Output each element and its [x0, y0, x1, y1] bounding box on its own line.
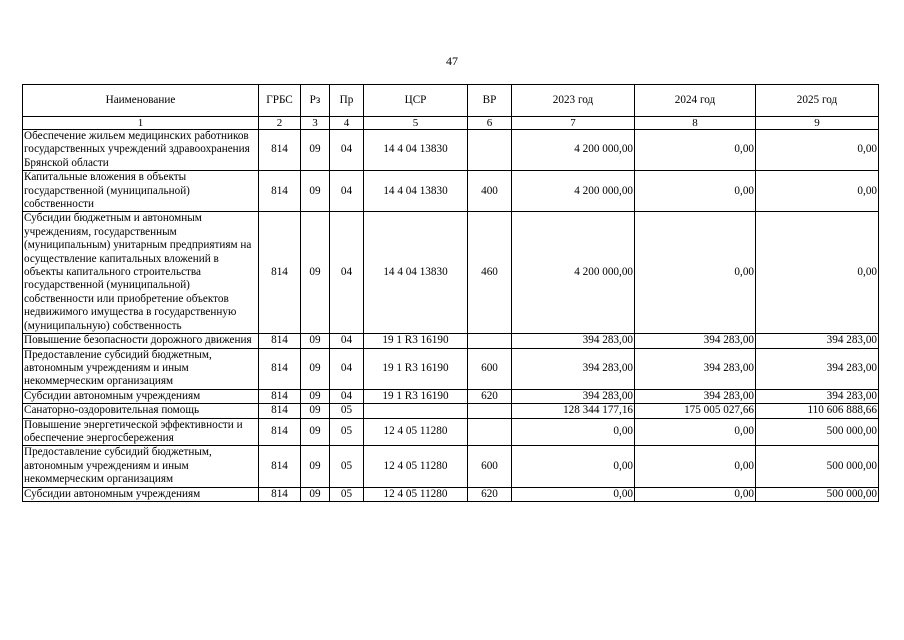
cell-name: Обеспечение жильем медицинских работников государственных учреждений здравоохранения Брянской области [23, 130, 259, 171]
cell-2024: 0,00 [635, 446, 756, 487]
cell-vr [468, 418, 512, 446]
cell-pr: 05 [330, 404, 364, 418]
cell-2025: 0,00 [756, 212, 879, 334]
header-2025: 2025 год [756, 85, 879, 117]
cell-2023: 0,00 [512, 418, 635, 446]
cell-vr [468, 130, 512, 171]
cell-2023: 4 200 000,00 [512, 171, 635, 212]
cell-2025: 500 000,00 [756, 446, 879, 487]
cell-csr: 12 4 05 11280 [364, 487, 468, 501]
cell-2025: 110 606 888,66 [756, 404, 879, 418]
cell-rz: 09 [301, 171, 330, 212]
cell-name: Предоставление субсидий бюджетным, автономным учреждениям и иным некоммерческим организациям [23, 446, 259, 487]
header-vr: ВР [468, 85, 512, 117]
cell-pr: 04 [330, 334, 364, 348]
cell-2023: 128 344 177,16 [512, 404, 635, 418]
header-grbs: ГРБС [259, 85, 301, 117]
cell-csr: 14 4 04 13830 [364, 130, 468, 171]
cell-vr: 460 [468, 212, 512, 334]
column-number: 7 [512, 117, 635, 130]
cell-pr: 05 [330, 446, 364, 487]
header-2024: 2024 год [635, 85, 756, 117]
column-number-row [23, 117, 879, 130]
cell-vr [468, 404, 512, 418]
cell-2023: 394 283,00 [512, 334, 635, 348]
cell-rz: 09 [301, 348, 330, 389]
cell-pr: 05 [330, 418, 364, 446]
header-name: Наименование [23, 85, 259, 117]
cell-csr: 12 4 05 11280 [364, 418, 468, 446]
cell-2025: 0,00 [756, 171, 879, 212]
table-row [23, 487, 879, 501]
cell-grbs: 814 [259, 212, 301, 334]
column-number: 6 [468, 117, 512, 130]
cell-pr: 04 [330, 389, 364, 403]
cell-rz: 09 [301, 389, 330, 403]
table-row [23, 171, 879, 212]
cell-rz: 09 [301, 130, 330, 171]
cell-rz: 09 [301, 418, 330, 446]
cell-2024: 394 283,00 [635, 334, 756, 348]
table-row [23, 212, 879, 334]
cell-name: Субсидии бюджетным и автономным учреждениям, государственным (муниципальным) унитарным предприятиям на осуществление капитальных вложений в объекты капитального строительства государственной (муниципальной) собственности или приобретение объектов недвижимого имущества в государственную (муниципальную) собственность [23, 212, 259, 334]
cell-rz: 09 [301, 404, 330, 418]
column-number: 3 [301, 117, 330, 130]
cell-pr: 04 [330, 212, 364, 334]
cell-rz: 09 [301, 487, 330, 501]
cell-2023: 4 200 000,00 [512, 212, 635, 334]
cell-2025: 0,00 [756, 130, 879, 171]
cell-2025: 394 283,00 [756, 348, 879, 389]
cell-grbs: 814 [259, 348, 301, 389]
column-number: 8 [635, 117, 756, 130]
cell-name: Субсидии автономным учреждениям [23, 487, 259, 501]
cell-name: Капитальные вложения в объекты государственной (муниципальной) собственности [23, 171, 259, 212]
cell-grbs: 814 [259, 487, 301, 501]
cell-rz: 09 [301, 212, 330, 334]
cell-csr: 19 1 R3 16190 [364, 334, 468, 348]
cell-pr: 04 [330, 171, 364, 212]
table-row [23, 130, 879, 171]
cell-pr: 04 [330, 130, 364, 171]
cell-2024: 0,00 [635, 487, 756, 501]
cell-2024: 394 283,00 [635, 389, 756, 403]
cell-vr [468, 334, 512, 348]
cell-vr: 620 [468, 487, 512, 501]
column-number: 2 [259, 117, 301, 130]
cell-rz: 09 [301, 334, 330, 348]
cell-2023: 394 283,00 [512, 348, 635, 389]
table-row [23, 404, 879, 418]
cell-2025: 500 000,00 [756, 487, 879, 501]
cell-csr [364, 404, 468, 418]
cell-name: Предоставление субсидий бюджетным, автономным учреждениям и иным некоммерческим организациям [23, 348, 259, 389]
cell-name: Субсидии автономным учреждениям [23, 389, 259, 403]
cell-grbs: 814 [259, 404, 301, 418]
cell-vr: 400 [468, 171, 512, 212]
table-row [23, 389, 879, 403]
cell-name: Санаторно-оздоровительная помощь [23, 404, 259, 418]
column-number: 5 [364, 117, 468, 130]
table-row [23, 418, 879, 446]
cell-pr: 04 [330, 348, 364, 389]
cell-2025: 394 283,00 [756, 334, 879, 348]
cell-2024: 0,00 [635, 418, 756, 446]
cell-grbs: 814 [259, 389, 301, 403]
table-row [23, 348, 879, 389]
cell-2023: 394 283,00 [512, 389, 635, 403]
cell-vr: 600 [468, 348, 512, 389]
cell-csr: 19 1 R3 16190 [364, 389, 468, 403]
cell-csr: 14 4 04 13830 [364, 171, 468, 212]
cell-grbs: 814 [259, 130, 301, 171]
cell-2023: 0,00 [512, 446, 635, 487]
page-number: 47 [446, 54, 458, 68]
header-csr: ЦСР [364, 85, 468, 117]
cell-name: Повышение энергетической эффективности и обеспечение энергосбережения [23, 418, 259, 446]
cell-vr: 600 [468, 446, 512, 487]
cell-2024: 394 283,00 [635, 348, 756, 389]
cell-pr: 05 [330, 487, 364, 501]
cell-2024: 0,00 [635, 130, 756, 171]
cell-csr: 12 4 05 11280 [364, 446, 468, 487]
cell-2024: 0,00 [635, 171, 756, 212]
table-row [23, 334, 879, 348]
table-row [23, 446, 879, 487]
column-number: 1 [23, 117, 259, 130]
cell-2024: 0,00 [635, 212, 756, 334]
cell-2025: 500 000,00 [756, 418, 879, 446]
cell-2023: 0,00 [512, 487, 635, 501]
column-number: 9 [756, 117, 879, 130]
cell-name: Повышение безопасности дорожного движения [23, 334, 259, 348]
cell-grbs: 814 [259, 334, 301, 348]
header-rz: Рз [301, 85, 330, 117]
header-row [23, 85, 879, 117]
cell-2023: 4 200 000,00 [512, 130, 635, 171]
cell-csr: 14 4 04 13830 [364, 212, 468, 334]
cell-2025: 394 283,00 [756, 389, 879, 403]
cell-2024: 175 005 027,66 [635, 404, 756, 418]
cell-csr: 19 1 R3 16190 [364, 348, 468, 389]
cell-rz: 09 [301, 446, 330, 487]
budget-table [22, 84, 879, 502]
header-2023: 2023 год [512, 85, 635, 117]
cell-grbs: 814 [259, 418, 301, 446]
cell-grbs: 814 [259, 446, 301, 487]
cell-vr: 620 [468, 389, 512, 403]
column-number: 4 [330, 117, 364, 130]
header-pr: Пр [330, 85, 364, 117]
cell-grbs: 814 [259, 171, 301, 212]
